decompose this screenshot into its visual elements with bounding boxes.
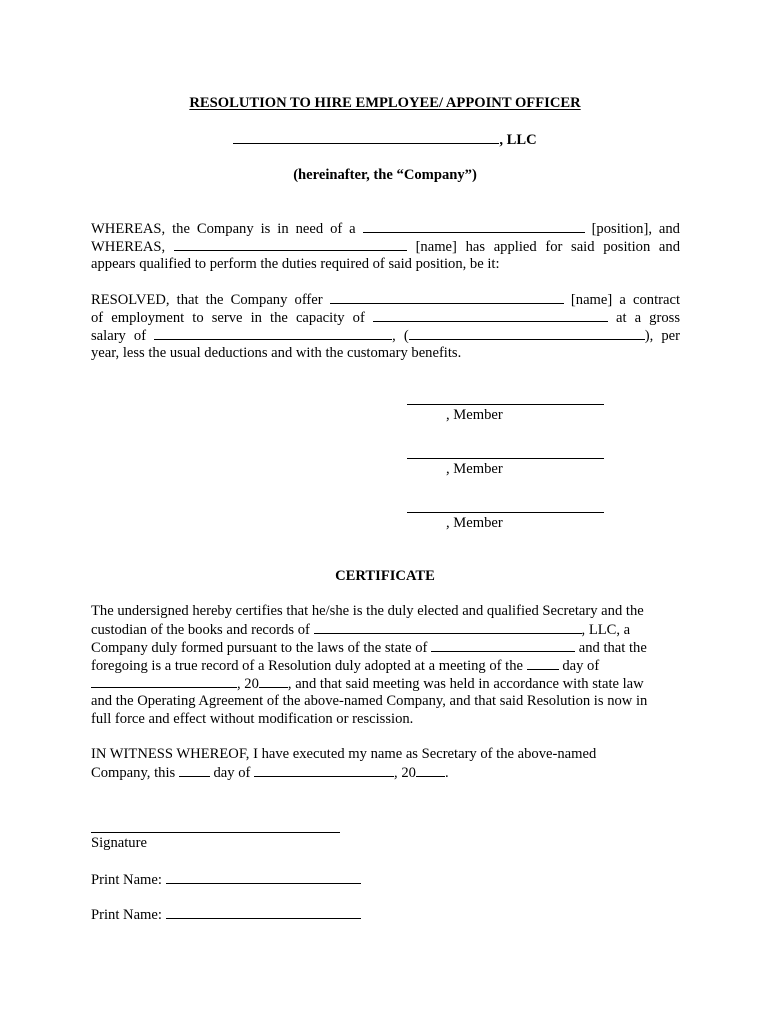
resolved-line-2: [91, 308, 680, 327]
offer-name-blank[interactable]: [330, 290, 564, 304]
member-signature-line-2[interactable]: [407, 458, 604, 459]
llc-name-blank[interactable]: [314, 620, 582, 634]
witness-year-prefix: , 20: [394, 765, 416, 781]
position-blank[interactable]: [363, 219, 585, 233]
whereas-line-1: [91, 219, 680, 238]
whereas-text: WHEREAS,: [91, 239, 166, 255]
witness-line-2: [91, 763, 449, 782]
witness-day-blank[interactable]: [179, 763, 210, 777]
salary-amount-blank[interactable]: [154, 326, 392, 340]
custodian-text: custodian of the books and records of: [91, 622, 310, 638]
certificate-line-3: [91, 638, 647, 657]
print-name-label-1: Print Name:: [91, 872, 162, 888]
whereas-text: WHEREAS, the Company is in need of a: [91, 221, 356, 237]
company-this-text: Company, this: [91, 765, 176, 781]
resolved-line-1: [91, 290, 680, 309]
print-name-label-2: Print Name:: [91, 907, 162, 923]
year-prefix: , 20: [237, 676, 259, 692]
print-name-row-1: [91, 870, 361, 889]
gross-text: at a gross: [616, 310, 680, 326]
company-alias: (hereinafter, the “Company”): [293, 167, 477, 183]
formed-text: Company duly formed pursuant to the laws of the state of: [91, 640, 428, 656]
llc-a-text: , LLC, a: [581, 622, 631, 638]
certificate-line-6: and the Operating Agreement of the above-named Company, and that said Resolution is now in: [91, 693, 648, 709]
witness-month-blank[interactable]: [254, 763, 394, 777]
print-name-row-2: [91, 905, 361, 924]
signature-label: Signature: [91, 835, 147, 851]
foregoing-text: foregoing is a true record of a Resolution duly adopted at a meeting of the: [91, 658, 524, 674]
certificate-line-2: [91, 620, 630, 639]
witness-day-of-text: day of: [213, 765, 251, 781]
print-name-field-2[interactable]: [166, 905, 361, 919]
certificate-heading: CERTIFICATE: [335, 568, 435, 584]
salary-sep: , (: [392, 328, 409, 344]
offer-label: [name] a contract: [570, 292, 680, 308]
witness-line-1: IN WITNESS WHEREOF, I have executed my name as Secretary of the above-named: [91, 746, 597, 762]
witness-period: .: [444, 765, 449, 781]
capacity-text: of employment to serve in the capacity of: [91, 310, 365, 326]
resolved-line-4: year, less the usual deductions and with the customary benefits.: [91, 345, 462, 361]
print-name-field-1[interactable]: [166, 870, 361, 884]
certificate-line-7: full force and effect without modification or rescission.: [91, 711, 414, 727]
llc-line: [0, 130, 770, 149]
member-label-1: , Member: [446, 407, 503, 423]
whereas-line-3: appears qualified to perform the duties required of said position, be it:: [91, 256, 500, 272]
state-blank[interactable]: [431, 638, 575, 652]
llc-suffix: , LLC: [499, 132, 537, 148]
applicant-label: [name] has applied for said position and: [415, 239, 680, 255]
resolved-line-3: [91, 326, 680, 345]
meeting-month-blank[interactable]: [91, 674, 237, 688]
position-label: [position], and: [591, 221, 680, 237]
certificate-line-1: The undersigned hereby certifies that he/she is the duly elected and qualified Secretary and the: [91, 603, 644, 619]
certificate-line-4: [91, 656, 599, 675]
salary-words-blank[interactable]: [409, 326, 645, 340]
meeting-year-blank[interactable]: [259, 674, 288, 688]
salary-text: salary of: [91, 328, 147, 344]
document-title: RESOLUTION TO HIRE EMPLOYEE/ APPOINT OFFICER: [189, 95, 581, 111]
member-signature-line-1[interactable]: [407, 404, 604, 405]
resolved-text: RESOLVED, that the Company offer: [91, 292, 323, 308]
and-that-text: and that the: [578, 640, 647, 656]
company-name-blank[interactable]: [233, 130, 499, 144]
member-signature-line-3[interactable]: [407, 512, 604, 513]
meeting-held-text: , and that said meeting was held in accordance with state law: [287, 676, 644, 692]
member-label-3: , Member: [446, 515, 503, 531]
day-of-text: day of: [562, 658, 600, 674]
witness-year-blank[interactable]: [416, 763, 445, 777]
member-label-2: , Member: [446, 461, 503, 477]
certificate-line-5: [91, 674, 644, 693]
capacity-blank[interactable]: [373, 308, 608, 322]
whereas-line-2: [91, 237, 680, 256]
salary-end: ), per: [644, 328, 680, 344]
applicant-name-blank[interactable]: [174, 237, 407, 251]
signature-line[interactable]: [91, 832, 340, 833]
meeting-day-blank[interactable]: [527, 656, 559, 670]
